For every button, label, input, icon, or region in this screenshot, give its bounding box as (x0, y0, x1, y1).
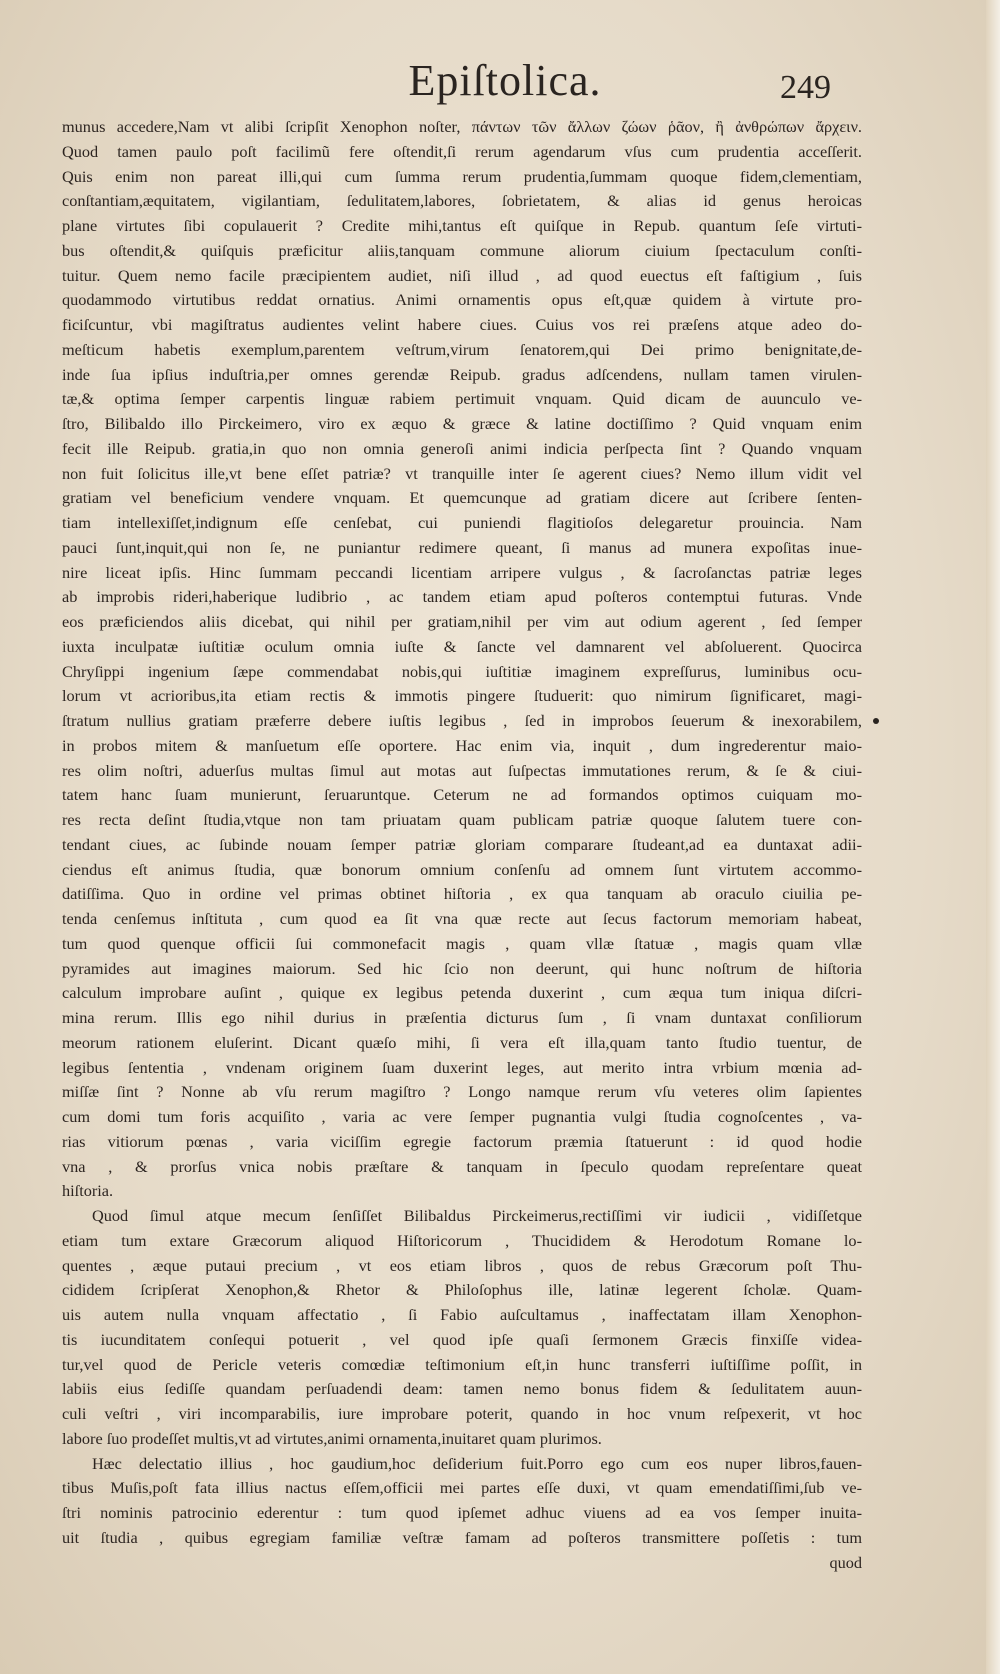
page-number: 249 (780, 69, 831, 106)
text-line: cididem ſcripſerat Xenophon,& Rhetor & Philoſophus ille, latinæ legerent ſcholæ. Quam- (62, 1280, 862, 1300)
text-line: tæ,& optima ſemper carpentis linguæ rabiem pertimuit vnquam. Quid dicam de auunculo ve- (62, 389, 862, 409)
text-line: tum quod quenque officii ſui commonefacit magis , quam vllæ ſtatuæ , magis quam vllæ (62, 933, 862, 953)
text-line: tenda cenſemus inſtituta , cum quod ea ſit vna quæ recte aut ſecus factorum memoriam habeat, (62, 909, 862, 928)
text-line: Quod tamen paulo poſt facilimũ fere oſtendit,ſi rerum agendarum vſus cum prudentia acceſſerit. (62, 141, 862, 161)
text-line: hiſtoria. (62, 1181, 114, 1201)
text-line: calculum improbare auſint , quique ex legibus petenda duxerint , cum æqua tum iniqua diſcri- (62, 983, 862, 1003)
text-line: inde ſua ipſius induſtria,per omnes gerendæ Reipub. gradus adſcendens, nullam tamen virulen- (62, 364, 862, 384)
text-line: tis iucunditatem conſequi potuerit , vel quod ipſe quaſi ſermonem Græcis finxiſſe videa- (62, 1329, 862, 1349)
text-line: munus accedere,Nam vt alibi ſcripſit Xenophon noſter, πάντων τῶν ἄλλων ζώων ῥᾶον, ἢ ἀνθρώπων ἄρχειν. (62, 117, 862, 136)
text-line: tatem hanc ſuam munierunt, ſeruaruntque. Ceterum ne ad formandos optimos cuiquam mo- (62, 785, 862, 805)
text-line: tendant ciues, ac ſubinde nouam ſemper patriæ gloriam comparare ſtudeant,ad ea duntaxat adii- (62, 834, 862, 854)
text-line: mina rerum. Illis ego nihil durius in præſentia dicturus ſum , ſi vnam duntaxat conſiliorum (62, 1008, 862, 1027)
text-line: res olim noſtri, aduerſus multas ſimul aut motas aut ſuſpectas immutationes rerum, & ſe & ciui- (62, 760, 862, 780)
text-line: gratiam vel beneficium vendere vnquam. Et quemcunque ad gratiam dicere aut ſcribere ſenten- (62, 488, 862, 508)
text-line: pauci ſunt,inquit,qui non ſe, ne puniantur redimere queant, ſi manus ad munera expoſitas inue- (62, 537, 862, 557)
text-line: pyramides aut imagines maiorum. Sed hic ſcio non deerunt, qui hunc noſtrum de hiſtoria (62, 958, 862, 978)
text-line: conſtantiam,æquitatem, vigilantiam, ſedulitatem,labores, ſobrietatem, & alias id genus heroicas (62, 191, 862, 211)
text-line: Chryſippi ingenium ſæpe commendabat nobis,qui iuſtitiæ imaginem expreſſurus, luminibus ocu- (62, 661, 862, 681)
text-line: Quod ſimul atque mecum ſenſiſſet Bilibaldus Pirckeimerus,rectiſſimi vir iudicii , vidiſſetque (92, 1206, 862, 1225)
text-line: labore ſuo prodeſſet multis,vt ad virtutes,animi ornamenta,inuitaret quam plurimos. (62, 1428, 602, 1448)
text-line: ab improbis rideri,haberique ludibrio , ac tandem etiam apud poſteros contemptui futuras. Vnde (62, 587, 862, 607)
text-line: in probos mitem & manſuetum eſſe oportere. Hac enim via, inquit , dum ingrederentur maio- (62, 735, 862, 755)
text-line: ficiſcuntur, vbi magiſtratus audientes velint habere ciues. Cuius vos rei præſens atque adeo do- (62, 315, 862, 334)
text-line: plane virtutes ſibi copulauerit ? Credite mihi,tantus eſt quiſque in Repub. quantum ſeſe virtuti- (62, 216, 862, 235)
text-line: Quis enim non pareat illi,qui cum ſumma rerum prudentia,ſummam quoque fidem,clementiam, (62, 166, 862, 186)
text-line: uit ſtudia , quibus egregiam familiæ veſtræ famam ad poſteros transmittere poſſetis : tum (62, 1527, 862, 1547)
text-line: meorum rationem eluſerint. Dicant quæſo mihi, ſi vera eſt illa,quam tanto ſtudio tuentur, de (62, 1032, 862, 1052)
page-edge (986, 0, 1000, 1674)
text-line: vna , & prorſus vnica nobis præſtare & tanquam in ſpeculo quodam repreſentare queat (62, 1156, 862, 1176)
text-line: lorum vt acrioribus,ita etiam rectis & immotis pingere ſtuduerit: quo nimirum ſignificaret, magi- (62, 686, 862, 706)
text-line: fecit ille Reipub. gratia,in quo non omnia generoſi animi indicia perſpecta ſint ? Quando vnquam (62, 438, 862, 458)
text-line: quod (829, 1552, 862, 1572)
text-line: ſtri nominis patrocinio ederentur : tum quod ipſemet adhuc viuens ad ea vos ſemper inuita- (62, 1503, 862, 1522)
running-title: Epiſtolica. (408, 56, 602, 105)
text-line: tur,vel quod de Pericle veteris comœdiæ teſtimonium eſt,in hunc transferri iuſtiſſime poſſit, in (62, 1354, 862, 1374)
text-line: bus oſtendit,& quiſquis præficitur aliis,tanquam commune aliorum ciuium ſpectaculum conſti- (62, 240, 862, 260)
text-line: ſtratum nullius gratiam præferre debere iuſtis legibus , ſed in improbos ſeuerum & inexorabilem, (62, 711, 862, 730)
text-line: quentes , æque putaui precium , vt eos etiam libros , quos de rebus Græcorum poſt Thu- (62, 1255, 862, 1275)
text-line: res recta deſint ſtudia,vtque non tam priuatam quam publicam patriæ quoque ſalutem tuere con- (62, 810, 862, 829)
body-text (62, 115, 862, 1575)
text-line: legibus ſententia , vndenam originem ſuam duxerint leges, aut merito intra vrbium mœnia ad- (62, 1057, 862, 1077)
text-line: miſſæ ſint ? Nonne ab vſu rerum magiſtro ? Longo namque rerum vſu veteres olim ſapientes (62, 1082, 862, 1102)
text-line: eos præficiendos aliis dicebat, qui nihil per gratiam,nihil per vim aut odium agerent , ſed ſemper (62, 612, 862, 631)
text-line: tuitur. Quem nemo facile præcipientem audiet, niſi illud , ad quod euectus eſt faſtigium , ſuis (62, 265, 862, 285)
text-line: datiſſima. Quo in ordine vel primas obtinet hiſtoria , ex qua tanquam ab oraculo ciuilia pe- (62, 884, 862, 904)
text-line: non fuit ſolicitus ille,vt bene eſſet patriæ? vt tranquille inter ſe agerent ciues? Nemo illum vidit vel (62, 463, 862, 483)
text-line: nire liceat ipſis. Hinc ſummam peccandi licentiam arripere vulgus , & ſacroſanctas patriæ leges (62, 562, 862, 582)
text-line: rias vitiorum pœnas , varia viciſſim egregie factorum præmia ſtatuerunt : id quod hodie (62, 1131, 862, 1151)
page-header (0, 55, 1000, 115)
text-line: meſticum habetis exemplum,parentem veſtrum,virum ſenatorem,qui Dei primo benignitate,de- (62, 339, 862, 359)
text-line: ciendus eſt animus ſtudia, quæ bonorum omnium conſenſu ad omnem ſunt virtutem accommo- (62, 859, 862, 879)
text-line: cum domi tum foris acquiſito , varia ac vere ſemper pugnantia vulgi ſtudia cognoſcentes , va- (62, 1107, 862, 1126)
text-line: culi veſtri , viri incomparabilis, iure improbare poterit, quando in hoc vnum reſpexerit, vt hoc (62, 1404, 862, 1423)
text-line: iuxta inculpatæ iuſtitiæ oculum omnia iuſte & ſancte vel damnarent vel abſoluerent. Quocirca (62, 636, 862, 656)
text-line: uis autem nulla vnquam affectatio , ſi Fabio auſcultamus , inaffectatam illam Xenophon- (62, 1305, 862, 1324)
ink-spot (873, 718, 879, 724)
text-line: etiam tum extare Græcorum aliquod Hiſtoricorum , Thucididem & Herodotum Romane lo- (62, 1230, 862, 1250)
text-line: Hæc delectatio illius , hoc gaudium,hoc deſiderium fuit.Porro ego cum eos nuper libros,fauen- (92, 1453, 862, 1473)
text-line: labiis eius ſediſſe quandam perſuadendi deam: tamen nemo bonus fidem & ſedulitatem auun- (62, 1379, 862, 1399)
text-line: tibus Muſis,poſt fata illius nactus eſſem,officii mei partes eſſe duxi, vt quam emendatiſſimi,ſub ve- (62, 1478, 862, 1498)
text-line: ſtro, Bilibaldo illo Pirckeimero, viro ex æquo & græce & latine doctiſſimo ? Quid vnquam enim (62, 414, 862, 433)
text-line: quodammodo virtutibus reddat ornatius. Animi ornamentis opus eſt,quæ quidem à virtute pro- (62, 290, 862, 310)
text-line: tiam intellexiſſet,indignum eſſe cenſebat, cui puniendi flagitioſos delegaretur prouincia. Nam (62, 513, 862, 532)
